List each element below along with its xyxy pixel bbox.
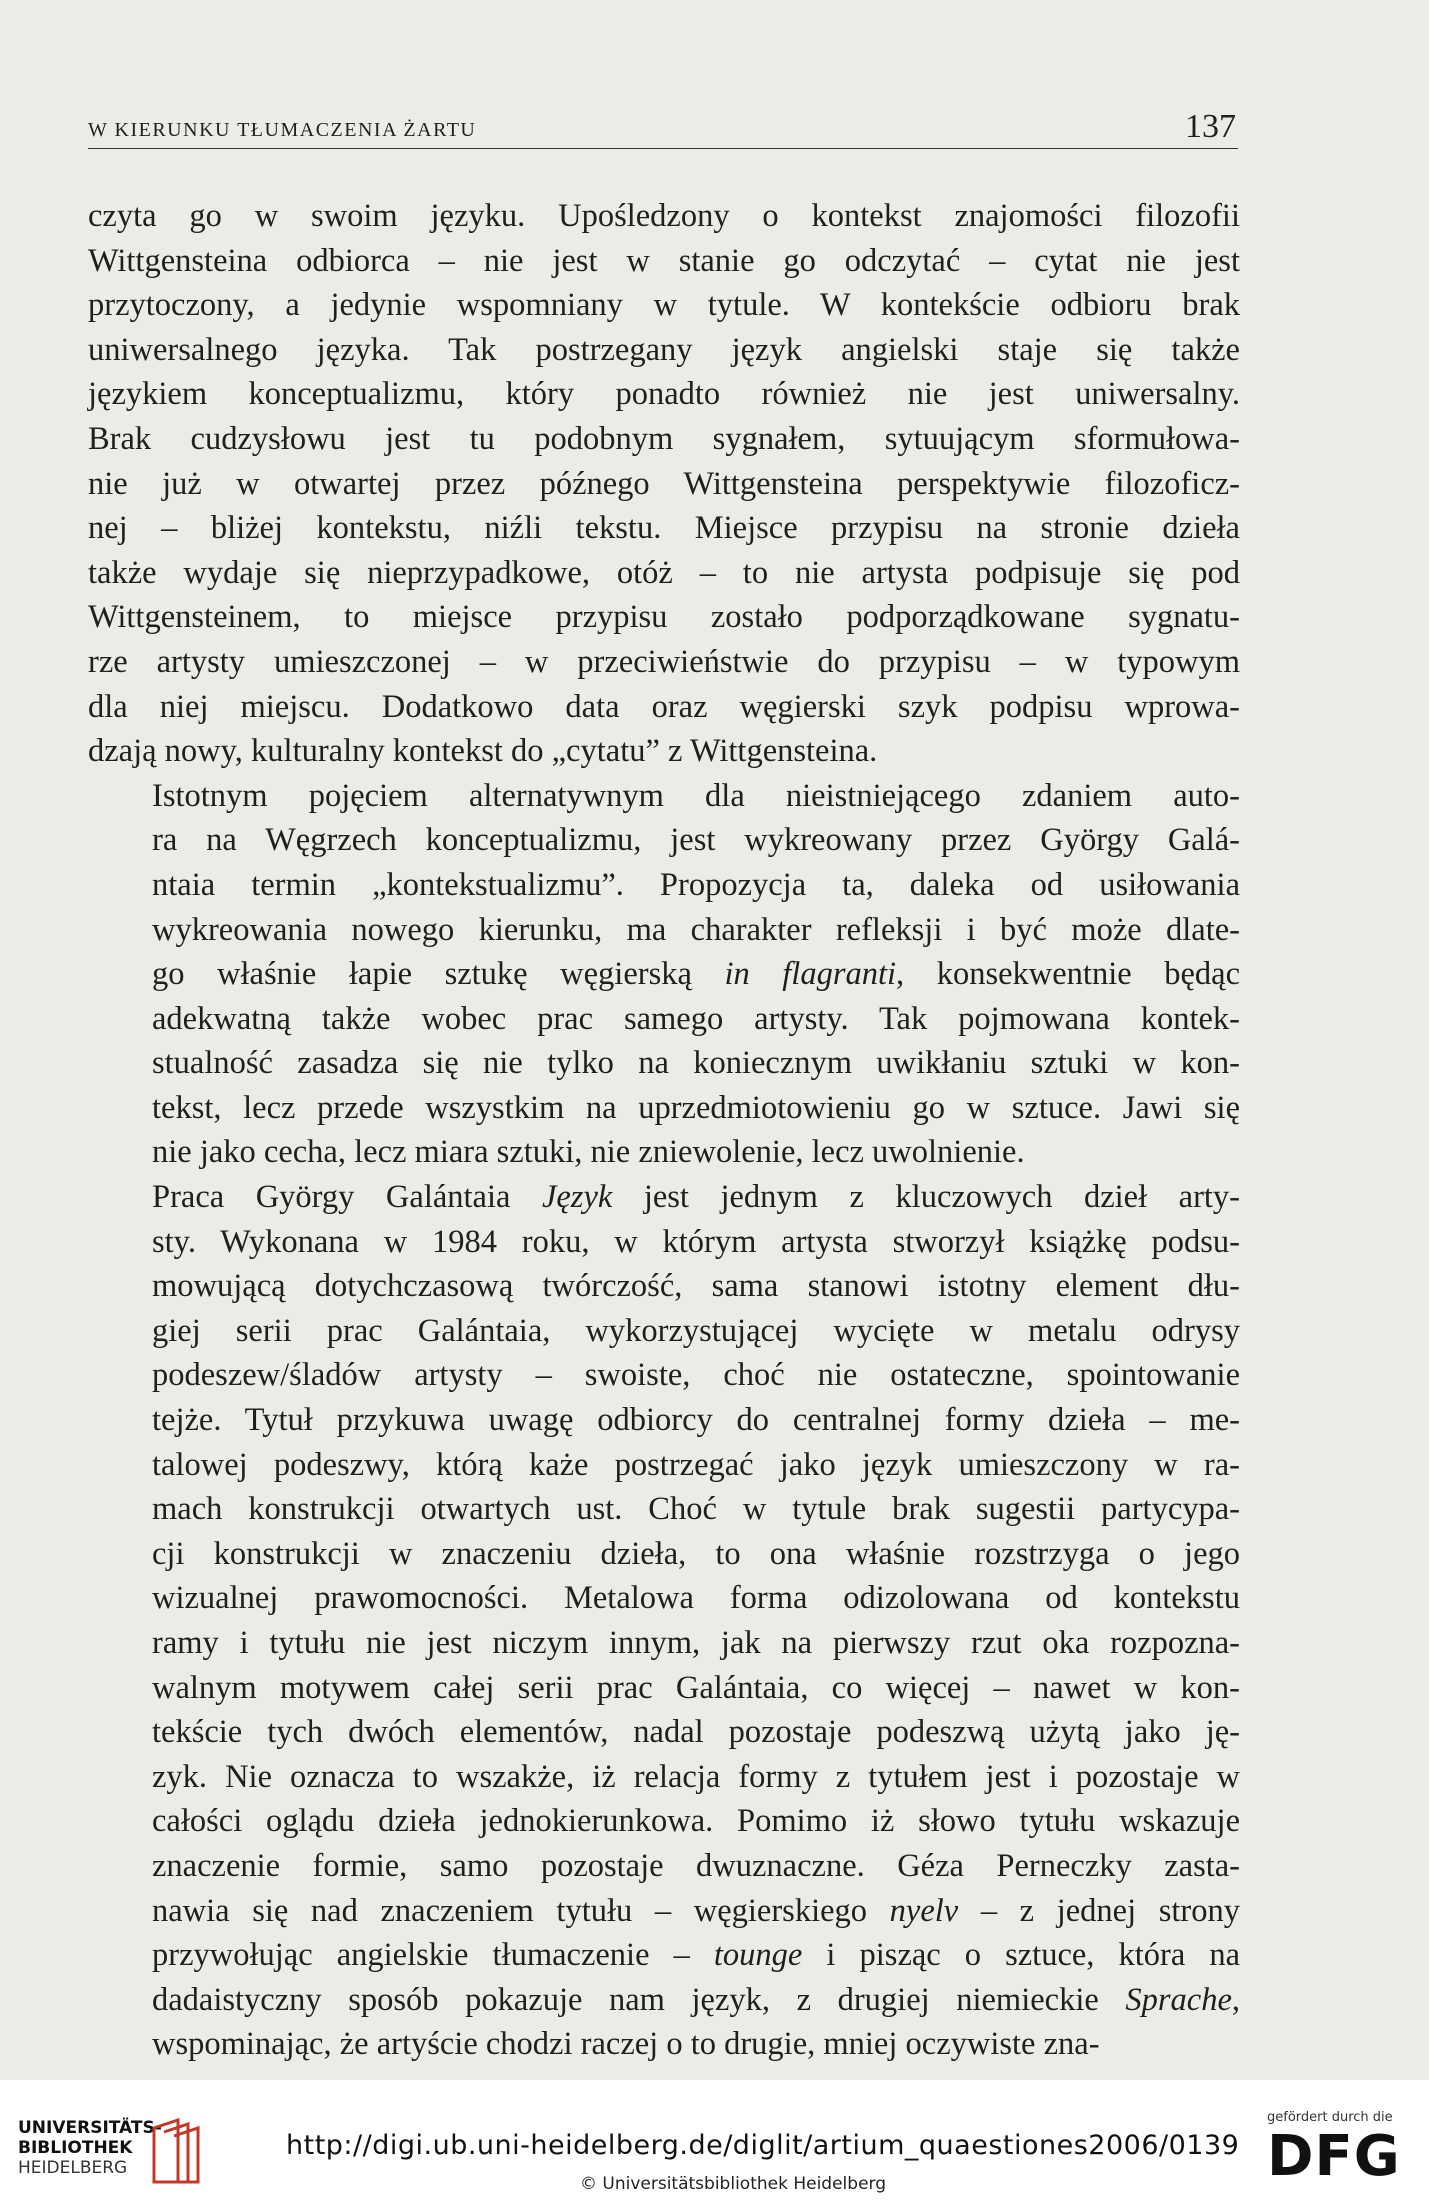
text-line: stualność zasadza się nie tylko na koniecznym uwikłaniu sztuki w kon-	[152, 1045, 1240, 1082]
library-line-2: BIBLIOTHEK	[18, 2138, 133, 2158]
text-line: ntaia termin „kontekstualizmu”. Propozycja ta, daleka od usiłowania	[152, 866, 1240, 903]
text-line: także wydaje się nieprzypadkowe, otóż – to nie artysta podpisuje się pod	[88, 554, 1240, 591]
paragraph	[88, 194, 1240, 774]
footer-bar	[0, 2080, 1429, 2209]
text-line: dzają nowy, kulturalny kontekst do „cytatu” z Wittgensteina.	[88, 733, 878, 770]
text-line: sty. Wykonana w 1984 roku, w którym artysta stworzył książkę podsu-	[152, 1223, 1240, 1260]
text-line: przytoczony, a jedynie wspomniany w tytule. W kontekście odbioru brak	[88, 287, 1240, 324]
text-line: wizualnej prawomocności. Metalowa forma odizolowana od kontekstu	[152, 1580, 1240, 1617]
text-line: Wittgensteinem, to miejsce przypisu zostało podporządkowane sygnatu-	[88, 599, 1240, 636]
library-line-1: UNIVERSITÄTS-	[18, 2118, 162, 2138]
text-line: tejże. Tytuł przykuwa uwagę odbiorcy do centralnej formy dzieła – me-	[152, 1402, 1240, 1439]
permalink-url[interactable]: http://digi.ub.uni-heidelberg.de/diglit/artium_quaestiones2006/0139	[286, 2130, 1240, 2161]
library-logo[interactable]	[18, 2118, 218, 2188]
text-line: ra na Węgrzech konceptualizmu, jest wykreowany przez György Galá-	[152, 822, 1240, 859]
text-line: dla niej miejscu. Dodatkowo data oraz węgierski szyk podpisu wprowa-	[88, 688, 1240, 725]
text-line: tekst, lecz przede wszystkim na uprzedmiotowieniu go w sztuce. Jawi się	[152, 1089, 1240, 1126]
text-line: go właśnie łapie sztukę węgierską in flagranti, konsekwentnie będąc	[152, 956, 1240, 993]
text-line: rze artysty umieszczonej – w przeciwieństwie do przypisu – w typowym	[88, 643, 1240, 680]
text-line: nie już w otwartej przez późnego Wittgensteina perspektywie filozoficz-	[88, 465, 1240, 502]
text-line: adekwatną także wobec prac samego artysty. Tak pojmowana kontek-	[152, 1000, 1240, 1037]
running-header	[88, 104, 1238, 149]
text-line: przywołując angielskie tłumaczenie – tounge i pisząc o sztuce, która na	[152, 1937, 1240, 1974]
running-title: W KIERUNKU TŁUMACZENIA ŻARTU	[88, 119, 477, 141]
text-line: cji konstrukcji w znaczeniu dzieła, to ona właśnie rozstrzyga o jego	[152, 1535, 1240, 1572]
text-line: wykreowania nowego kierunku, ma charakter refleksji i być może dlate-	[152, 911, 1240, 948]
text-line: Istotnym pojęciem alternatywnym dla nieistniejącego zdaniem auto-	[152, 777, 1240, 814]
text-line: czyta go w swoim języku. Upośledzony o kontekst znajomości filozofii	[88, 198, 1240, 234]
copyright-notice: © Universitätsbibliothek Heidelberg	[580, 2174, 887, 2194]
text-line: Brak cudzysłowu jest tu podobnym sygnałem, sytuującym sformułowa-	[88, 420, 1240, 457]
dfg-logo[interactable]	[1267, 2110, 1407, 2200]
library-logo-icon	[148, 2118, 208, 2184]
dfg-caption: gefördert durch die	[1267, 2110, 1393, 2125]
dfg-logo-text: DFG	[1267, 2124, 1401, 2189]
page-number: 137	[1185, 108, 1236, 145]
text-line: tekście tych dwóch elementów, nadal pozostaje podeszwą użytą jako ję-	[152, 1714, 1240, 1751]
library-name	[18, 2118, 162, 2178]
text-line: wspominając, że artyście chodzi raczej o to drugie, mniej oczywiste zna-	[152, 2026, 1100, 2063]
text-line: nie jako cecha, lecz miara sztuki, nie zniewolenie, lecz uwolnienie.	[152, 1134, 1025, 1171]
text-line: podeszew/śladów artysty – swoiste, choć nie ostateczne, spointowanie	[152, 1357, 1240, 1394]
text-line: mach konstrukcji otwartych ust. Choć w tytule brak sugestii partycypa-	[152, 1491, 1240, 1528]
text-line: ramy i tytułu nie jest niczym innym, jak na pierwszy rzut oka rozpozna-	[152, 1625, 1240, 1661]
text-line: zyk. Nie oznacza to wszakże, iż relacja formy z tytułem jest i pozostaje w	[152, 1758, 1240, 1795]
text-line: mowującą dotychczasową twórczość, sama stanowi istotny element dłu-	[152, 1268, 1240, 1305]
text-line: językiem konceptualizmu, który ponadto również nie jest uniwersalny.	[88, 376, 1240, 413]
text-line: talowej podeszwy, którą każe postrzegać jako język umieszczony w ra-	[152, 1446, 1240, 1483]
text-line: walnym motywem całej serii prac Galántaia, co więcej – nawet w kon-	[152, 1669, 1240, 1706]
paragraph	[88, 774, 1240, 1175]
text-line: Praca György Galántaia Język jest jednym z kluczowych dzieł arty-	[152, 1179, 1241, 1216]
text-line: uniwersalnego języka. Tak postrzegany język angielski staje się także	[88, 331, 1240, 368]
text-line: nej – bliżej kontekstu, niźli tekstu. Miejsce przypisu na stronie dzieła	[88, 510, 1240, 547]
library-line-3: HEIDELBERG	[18, 2158, 128, 2178]
text-line: Wittgensteina odbiorca – nie jest w stanie go odczytać – cytat nie jest	[88, 242, 1240, 279]
paragraph	[88, 1175, 1240, 2067]
text-line: znaczenie formie, samo pozostaje dwuznaczne. Géza Perneczky zasta-	[152, 1847, 1240, 1884]
text-line: nawia się nad znaczeniem tytułu – węgierskiego nyelv – z jednej strony	[152, 1892, 1240, 1929]
text-line: giej serii prac Galántaia, wykorzystującej wycięte w metalu odrysy	[152, 1312, 1240, 1349]
text-line: dadaistyczny sposób pokazuje nam język, z drugiej niemieckie Sprache,	[152, 1981, 1240, 2018]
body-text	[88, 194, 1240, 2067]
text-line: całości oglądu dzieła jednokierunkowa. Pomimo iż słowo tytułu wskazuje	[152, 1803, 1240, 1840]
